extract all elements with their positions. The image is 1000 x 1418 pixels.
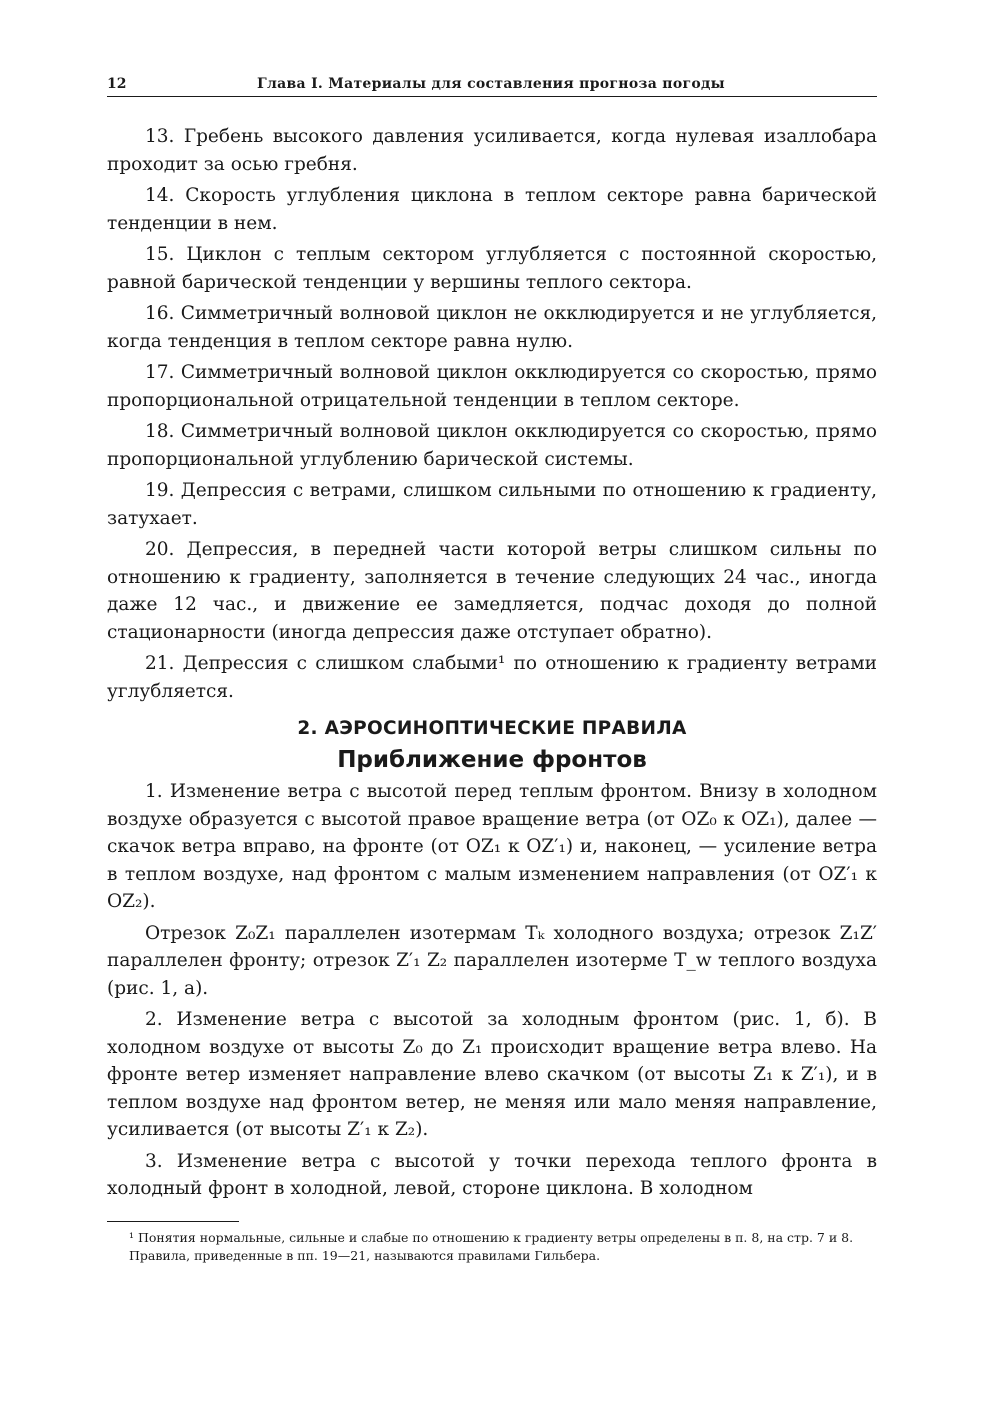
rule-15: 15. Циклон с теплым сектором углубляется с постоянной скоростью, равной барической тенденции у вершины теплого сектора.: [107, 244, 877, 293]
chapter-title: Глава I. Материалы для составления прогноза погоды: [257, 76, 725, 92]
paragraph-transition-point: 3. Изменение ветра с высотой у точки перехода теплого фронта в холодный фронт в холодной, левой, стороне циклона. В холодном: [107, 1150, 877, 1199]
page-body: [107, 123, 877, 1203]
rule-20: 20. Депрессия, в передней части которой ветры слишком сильны по отношению к градиенту, заполняется в течение следующих 24 час., иногда даже 12 час., и движение ее замедляется, подчас доходя до полной стационарности (иногда депрессия даже отступает обратно).: [107, 539, 877, 643]
footnote-divider: [107, 1221, 239, 1222]
running-header: [107, 68, 877, 97]
rule-21: 21. Депрессия с слишком слабыми¹ по отношению к градиенту ветрами углубляется.: [107, 653, 877, 702]
paragraph-cold-front: 2. Изменение ветра с высотой за холодным фронтом (рис. 1, б). В холодном воздухе от высоты Z₀ до Z₁ происходит вращение ветра влево. На фронте ветер изменяет направление влево скачком (от высоты Z₁ к Z′₁), и в теплом воздухе над фронтом ветер, не меняя или мало меняя направление, усиливается (от высоты Z′₁ к Z₂).: [107, 1009, 877, 1140]
footnote-2: Правила, приведенные в пп. 19—21, называются правилами Гильбера.: [129, 1247, 601, 1263]
subsection-heading: Приближение фронтов: [337, 746, 647, 773]
section-heading: 2. АЭРОСИНОПТИЧЕСКИЕ ПРАВИЛА: [297, 718, 687, 739]
book-page: [107, 68, 877, 1264]
rule-14: 14. Скорость углубления циклона в теплом секторе равна барической тенденции в нем.: [107, 185, 877, 234]
paragraph-warm-front: 1. Изменение ветра с высотой перед теплым фронтом. Внизу в холодном воздухе образуется с высотой правое вращение ветра (от OZ₀ к OZ₁), далее — скачок ветра вправо, на фронте (от OZ₁ к OZ′₁) и, наконец, — усиление ветра в теплом воздухе, над фронтом с малым изменением направления (от OZ′₁ к OZ₂).: [107, 781, 877, 912]
page-number: 12: [107, 76, 127, 92]
rule-18: 18. Симметричный волновой циклон окклюдируется со скоростью, прямо пропорциональной углублению барической системы.: [107, 421, 877, 470]
rule-19: 19. Депрессия с ветрами, слишком сильными по отношению к градиенту, затухает.: [107, 480, 877, 529]
rule-17: 17. Симметричный волновой циклон окклюдируется со скоростью, прямо пропорциональной отрицательной тенденции в теплом секторе.: [107, 362, 877, 411]
rule-16: 16. Симметричный волновой циклон не окклюдируется и не углубляется, когда тенденция в теплом секторе равна нулю.: [107, 303, 877, 352]
footnotes: [107, 1230, 877, 1264]
rule-13: 13. Гребень высокого давления усиливается, когда нулевая изаллобара проходит за осью гребня.: [107, 126, 877, 175]
paragraph-segments: Отрезок Z₀Z₁ параллелен изотермам Tₖ холодного воздуха; отрезок Z₁Z′ параллелен фронту; отрезок Z′₁ Z₂ параллелен изотерме T_w теплого воздуха (рис. 1, а).: [107, 922, 877, 999]
footnote-1: ¹ Понятия нормальные, сильные и слабые по отношению к градиенту ветры определены в п. 8, на стр. 7 и 8.: [129, 1229, 854, 1245]
